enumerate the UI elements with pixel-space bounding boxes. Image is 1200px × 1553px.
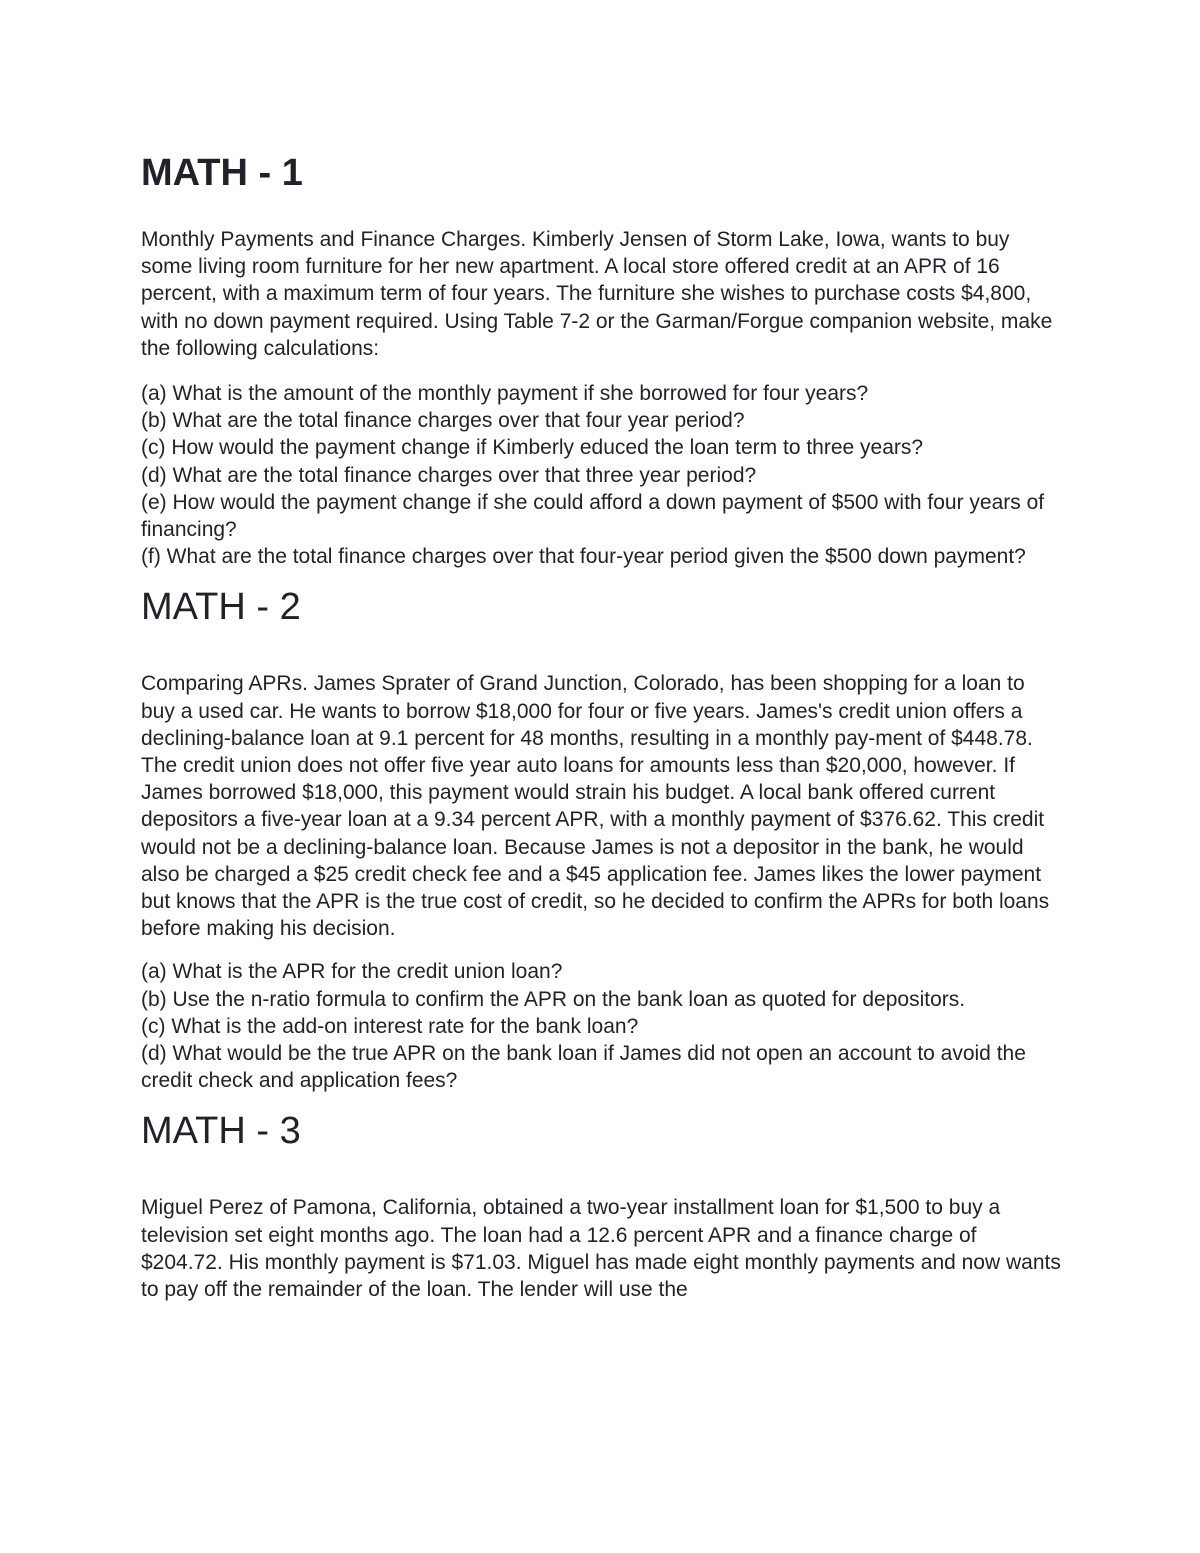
question-item: (c) How would the payment change if Kimberly educed the loan term to three years? [141, 436, 924, 460]
section-heading-math-1: MATH - 1 [141, 152, 303, 194]
question-item: (d) What are the total finance charges over that three year period? [141, 463, 757, 487]
question-item: (b) Use the n-ratio formula to confirm the APR on the bank loan as quoted for depositors. [141, 987, 966, 1011]
question-item: (a) What is the APR for the credit union loan? [141, 960, 563, 984]
question-list-math-2 [141, 958, 1061, 1094]
question-item: (b) What are the total finance charges over that four year period? [141, 409, 745, 433]
question-item: (e) How would the payment change if she could afford a down payment of $500 with four years of financing? [141, 490, 1045, 542]
section-body-math-2: Comparing APRs. James Sprater of Grand Junction, Colorado, has been shopping for a loan to buy a used car. He wants to borrow $18,000 for four or five years. James's credit union offers a declining-balance loan at 9.1 percent for 48 months, resulting in a monthly pay-ment of $448.78. The credit union does not offer five year auto loans for amounts less than $20,000, however. If James borrowed $18,000, this payment would strain his budget. A local bank offered current depositors a five-year loan at a 9.34 percent APR, with a monthly payment of $376.62. This credit would not be a declining-balance loan. Because James is not a depositor in the bank, he would also be charged a $25 credit check fee and a $45 application fee. James likes the lower payment but knows that the APR is the true cost of credit, so he decided to confirm the APRs for both loans before making his decision. [141, 672, 1050, 941]
document-page [141, 150, 1061, 1303]
section-heading-math-2: MATH - 2 [141, 586, 301, 629]
section-heading-math-3: MATH - 3 [141, 1110, 301, 1153]
question-list-math-1 [141, 380, 1061, 570]
section-body-math-1: Monthly Payments and Finance Charges. Kimberly Jensen of Storm Lake, Iowa, wants to buy some living room furniture for her new apartment. A local store offered credit at an APR of 16 percent, with a maximum term of four years. The furniture she wishes to purchase costs $4,800, with no down payment required. Using Table 7-2 or the Garman/Forgue companion website, make the following calculations: [141, 228, 1053, 360]
question-item: (d) What would be the true APR on the bank loan if James did not open an account to avoid the credit check and application fees? [141, 1042, 1026, 1093]
question-item: (a) What is the amount of the monthly payment if she borrowed for four years? [141, 382, 869, 406]
question-item: (c) What is the add-on interest rate for the bank loan? [141, 1014, 639, 1038]
question-item: (f) What are the total finance charges over that four-year period given the $500 down payment? [141, 545, 1026, 569]
section-body-math-3: Miguel Perez of Pamona, California, obtained a two-year installment loan for $1,500 to buy a television set eight months ago. The loan had a 12.6 percent APR and a finance charge of $204.72. His monthly payment is $71.03. Miguel has made eight monthly payments and now wants to pay off the remainder of the loan. The lender will use the [141, 1196, 1061, 1302]
